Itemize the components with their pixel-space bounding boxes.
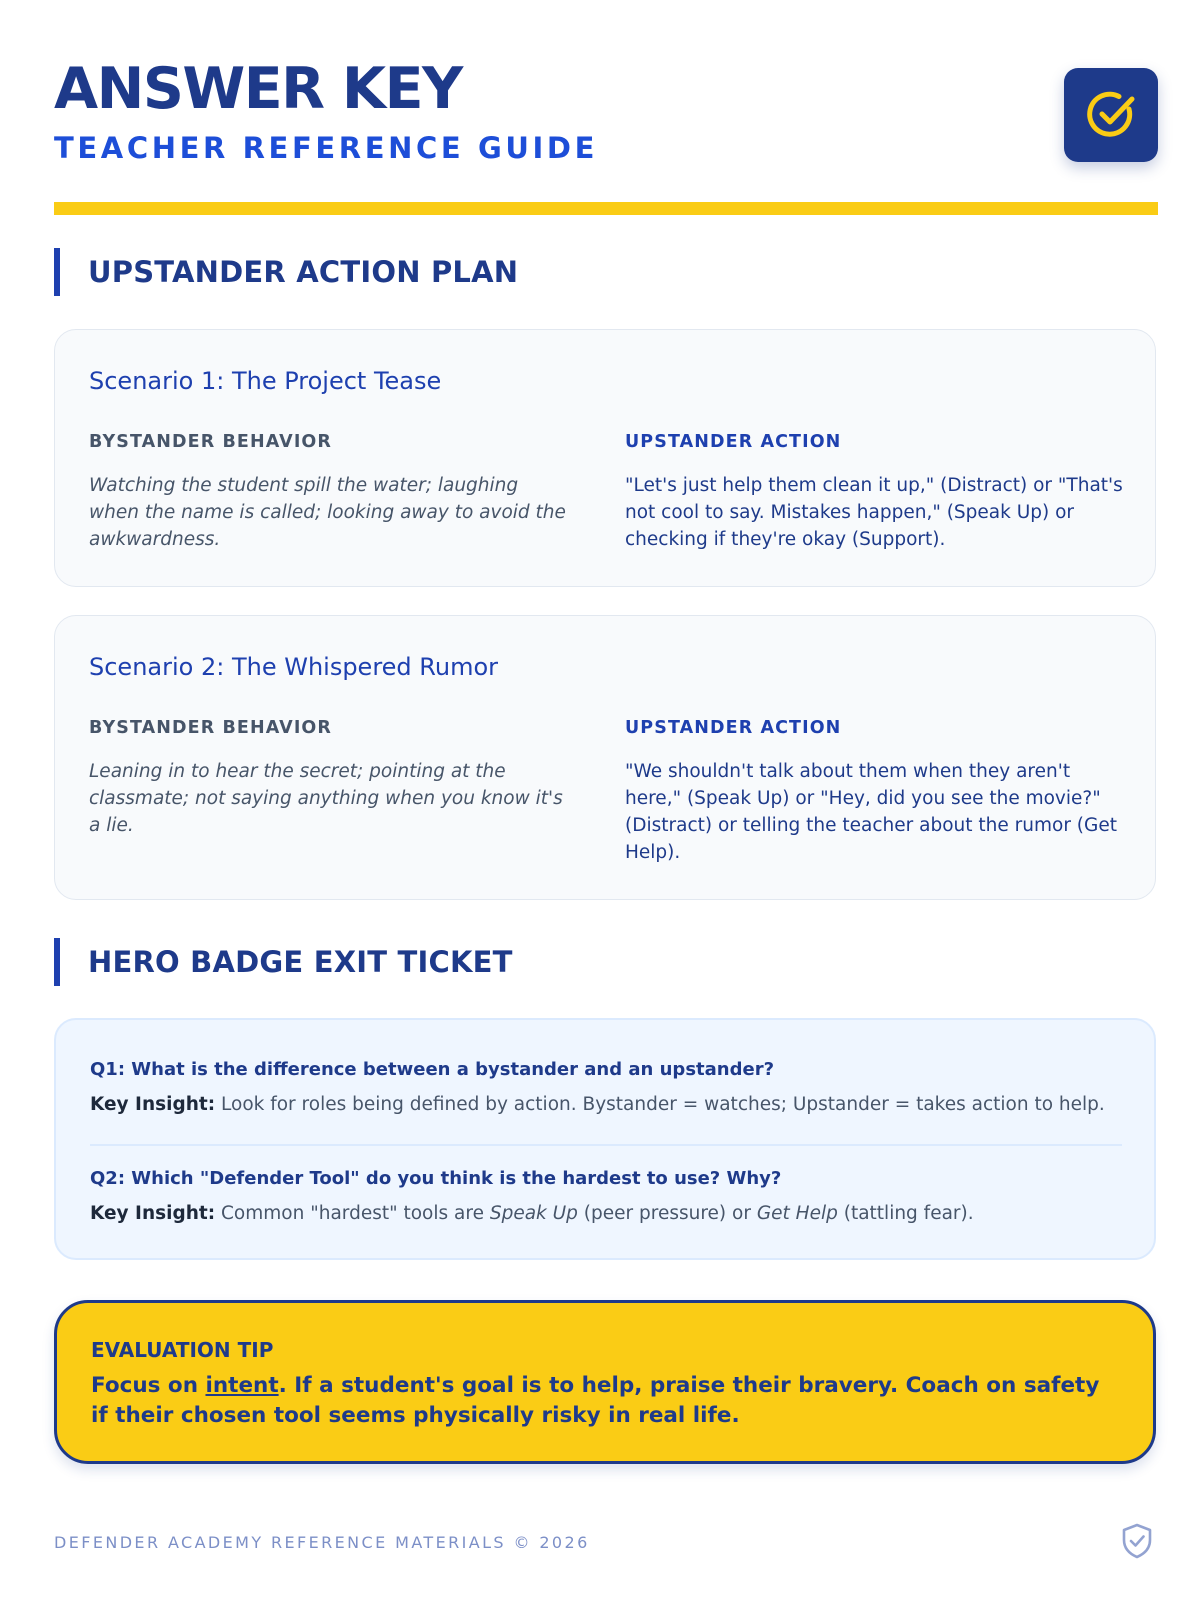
tip-body (91, 1371, 1101, 1431)
scenario-title: Scenario 2: The Whispered Rumor (89, 653, 499, 681)
header (54, 56, 1158, 168)
insight-text-part: (peer pressure) or (577, 1203, 757, 1224)
insight-emphasis: Get Help (756, 1203, 838, 1224)
evaluation-tip (54, 1300, 1156, 1464)
check-circle-icon (1083, 87, 1139, 143)
tip-text: Focus on (91, 1373, 206, 1398)
insight-2 (90, 1201, 974, 1227)
question-divider (90, 1144, 1122, 1146)
shield-check-icon (1120, 1522, 1154, 1560)
answer-key-page (54, 0, 1158, 1600)
section-title: UPSTANDER ACTION PLAN (88, 255, 519, 289)
upstander-text: "Let's just help them clean it up," (Distract) or "That's not cool to say. Mistakes happen," (Speak Up) or checking if they're okay (Support). (625, 475, 1123, 550)
insight-text-part: Common "hardest" tools are (221, 1203, 490, 1224)
bystander-text: Watching the student spill the water; laughing when the name is called; looking away to avoid the awkwardness. (89, 475, 566, 550)
page-subtitle: TEACHER REFERENCE GUIDE (54, 131, 599, 165)
scenario-card-2 (54, 615, 1156, 900)
upstander-text: "We shouldn't talk about them when they aren't here," (Speak Up) or "Hey, did you see the movie?" (Distract) or telling the teacher about the rumor (Get Help). (625, 761, 1117, 863)
check-badge (1064, 68, 1158, 162)
footer-text: DEFENDER ACADEMY REFERENCE MATERIALS © 2026 (54, 1533, 590, 1552)
tip-text: . If a student's goal is to help, praise their bravery. Coach on safety if their chosen tool seems physically risky in real life. (91, 1373, 1100, 1428)
insight-label: Key Insight: (90, 1203, 216, 1224)
upstander-label: UPSTANDER ACTION (625, 432, 842, 452)
insight-emphasis: Speak Up (489, 1203, 578, 1224)
scenario-title: Scenario 1: The Project Tease (89, 367, 442, 395)
bystander-label: BYSTANDER BEHAVIOR (89, 432, 332, 452)
section-heading-action-plan (54, 248, 1158, 296)
question-2: Q2: Which "Defender Tool" do you think is the hardest to use? Why? (90, 1168, 782, 1189)
bystander-label: BYSTANDER BEHAVIOR (89, 718, 332, 738)
page-title: ANSWER KEY (54, 56, 462, 122)
scenario-card-1 (54, 329, 1156, 587)
bystander-text: Leaning in to hear the secret; pointing at the classmate; not saying anything when you know it's a lie. (89, 761, 563, 836)
insight-text: Look for roles being defined by action. Bystander = watches; Upstander = takes action to help. (221, 1094, 1105, 1115)
header-divider (54, 202, 1158, 215)
section-title: HERO BADGE EXIT TICKET (88, 945, 513, 979)
section-heading-exit-ticket (54, 938, 1158, 986)
upstander-label: UPSTANDER ACTION (625, 718, 842, 738)
tip-underlined-word: intent (205, 1373, 279, 1398)
exit-ticket-card (54, 1018, 1156, 1260)
insight-1 (90, 1092, 1105, 1118)
insight-text-part: (tattling fear). (837, 1203, 974, 1224)
section-accent-bar (54, 938, 60, 986)
insight-label: Key Insight: (90, 1094, 216, 1115)
section-accent-bar (54, 248, 60, 296)
question-1: Q1: What is the difference between a bystander and an upstander? (90, 1059, 775, 1080)
tip-title: EVALUATION TIP (91, 1338, 274, 1362)
